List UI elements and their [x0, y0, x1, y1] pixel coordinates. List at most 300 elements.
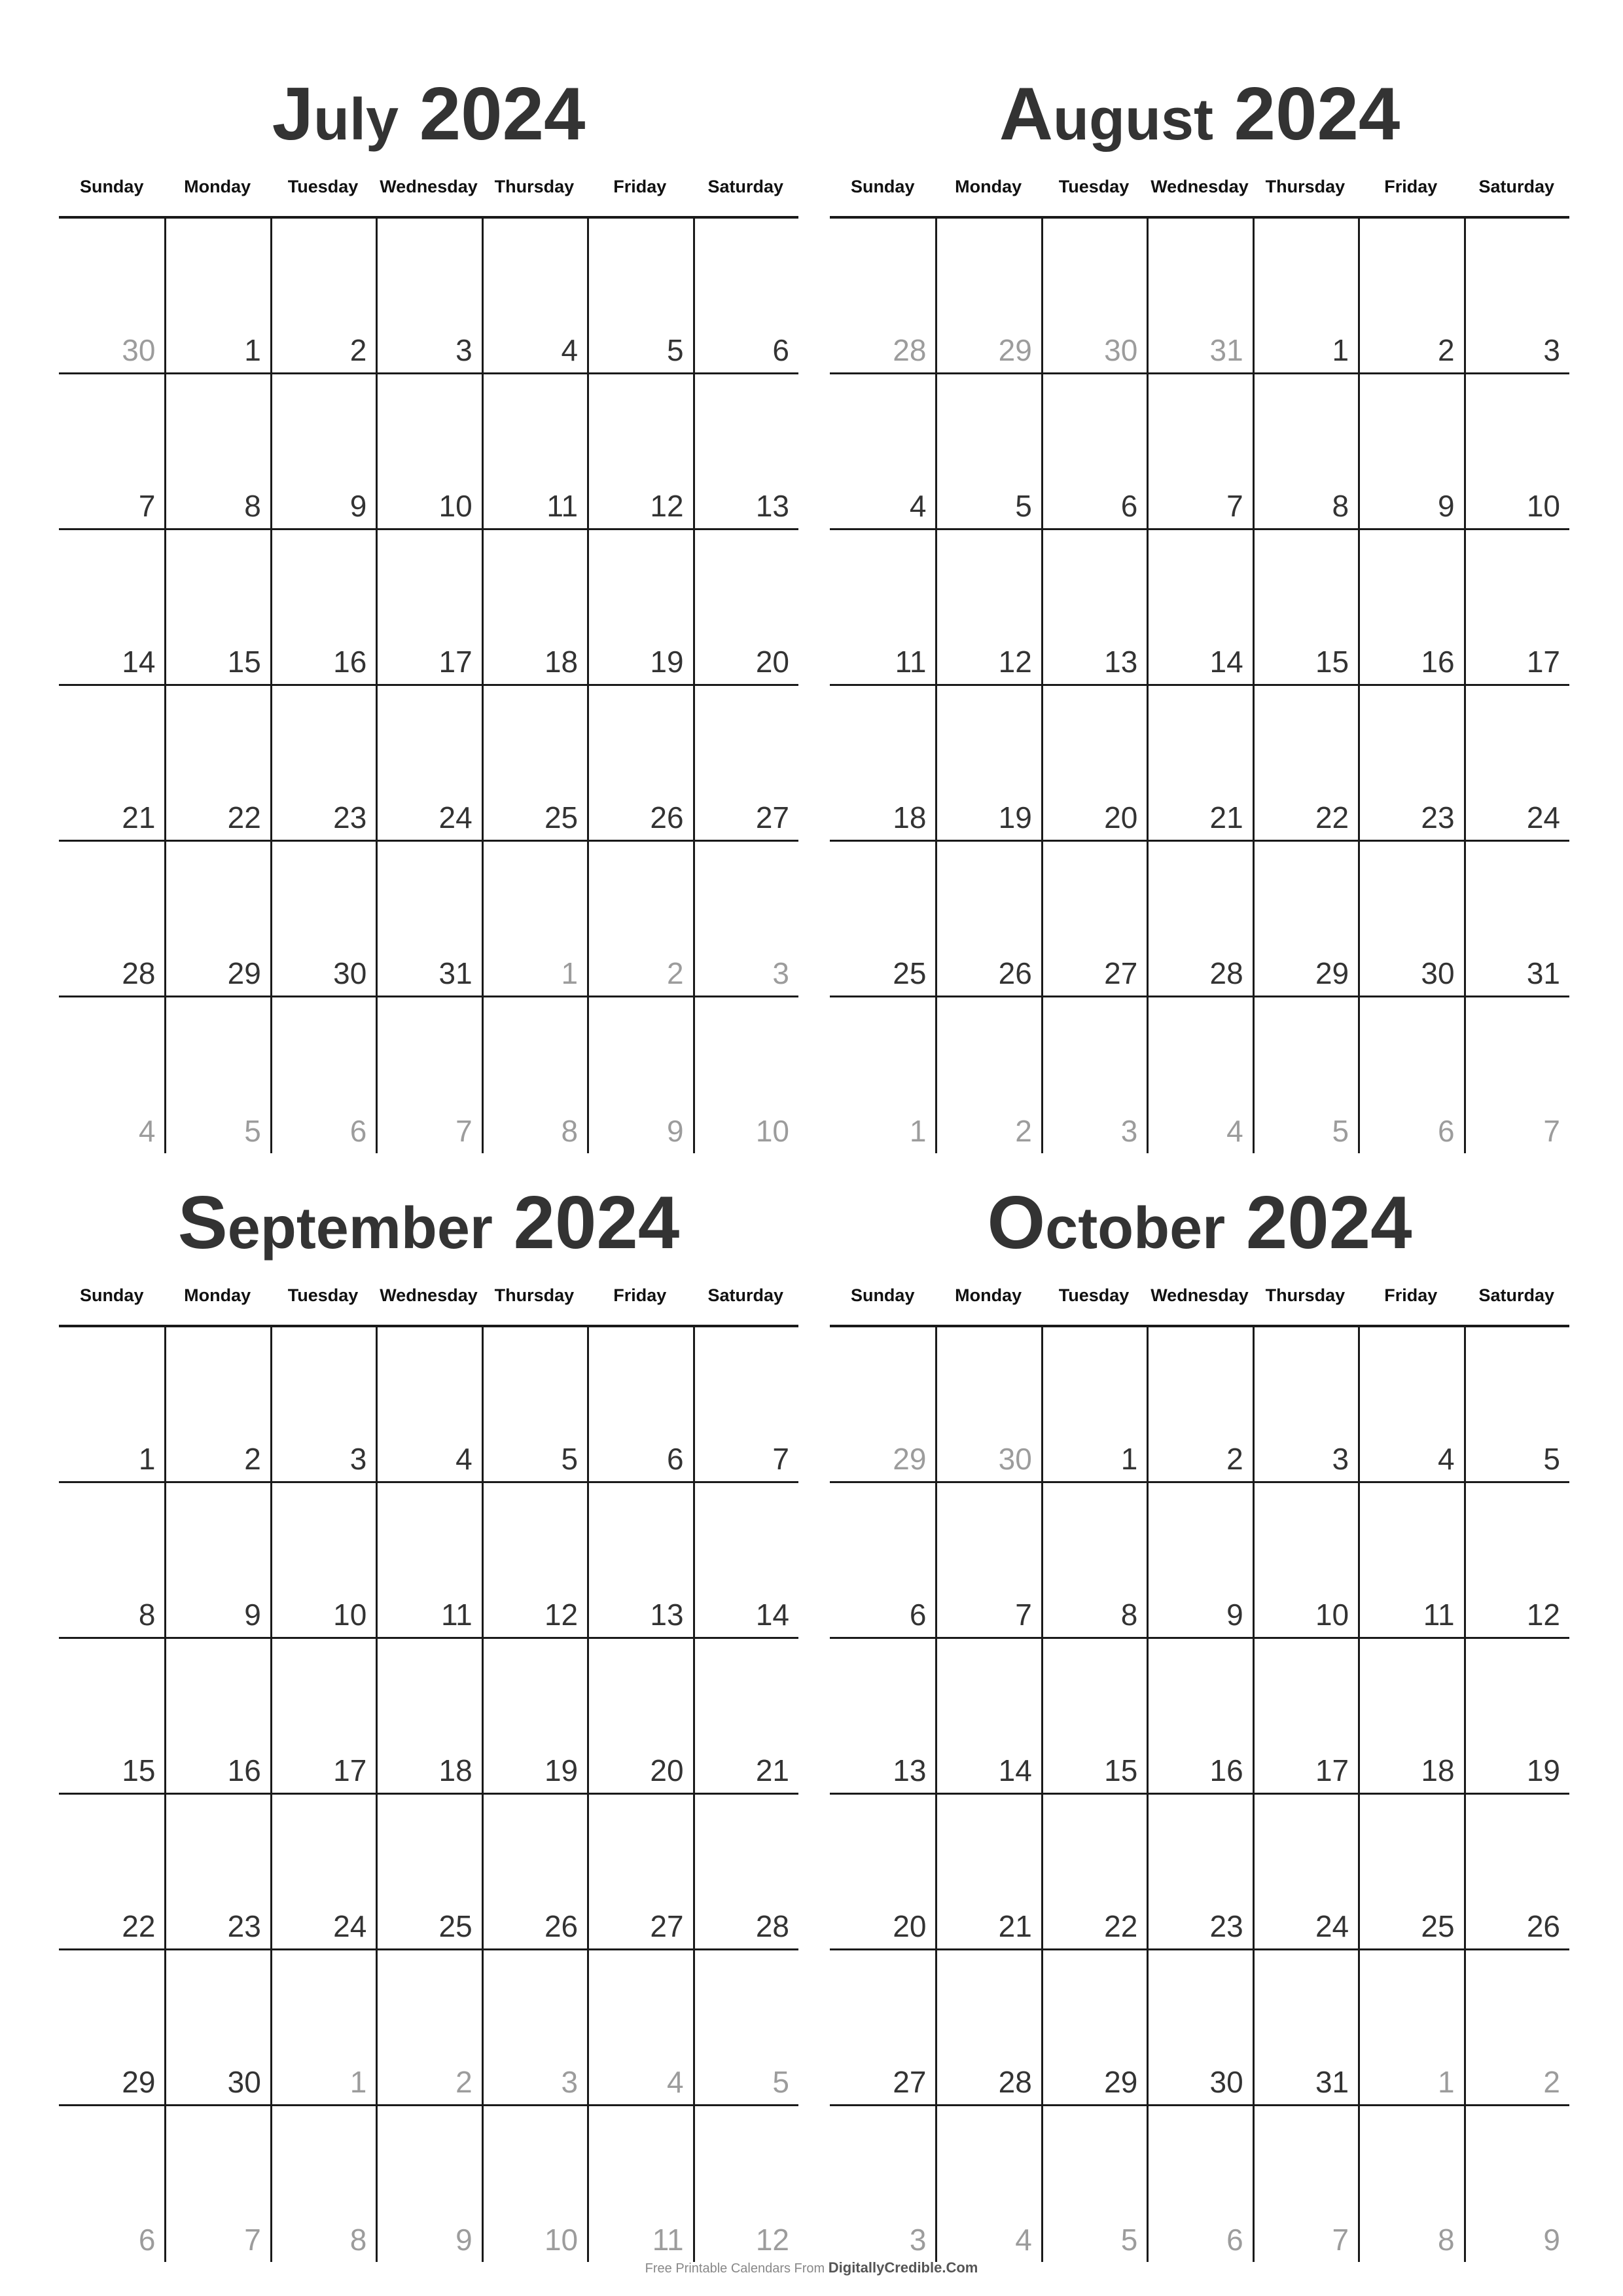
- day-number: 19: [650, 645, 684, 679]
- day-cell: [1041, 1639, 1147, 1795]
- day-cell: [59, 1795, 164, 1950]
- month-title: [830, 65, 1569, 164]
- day-number: 30: [333, 956, 367, 990]
- day-cell-outside-month: [1147, 2106, 1252, 2262]
- day-number: 17: [333, 1753, 367, 1787]
- day-number: 5: [1120, 2223, 1138, 2257]
- day-number: 27: [1104, 956, 1138, 990]
- month-calendar-october: [830, 1174, 1569, 2262]
- day-number: 20: [893, 1909, 927, 1943]
- day-cell: [830, 1483, 935, 1639]
- weekday-header: [830, 164, 1569, 219]
- footer-site-link[interactable]: DigitallyCredible.Com: [828, 2259, 978, 2276]
- day-cell: [164, 1950, 270, 2106]
- day-cell: [270, 1483, 376, 1639]
- weekday-label: Sunday: [850, 177, 915, 196]
- day-cell-outside-month: [693, 842, 798, 997]
- day-cell: [1041, 1950, 1147, 2106]
- day-cell: [164, 1639, 270, 1795]
- day-cell: [830, 1950, 935, 2106]
- day-number: 3: [1543, 333, 1560, 367]
- day-cell-outside-month: [693, 1950, 798, 2106]
- day-cell: [164, 1795, 270, 1950]
- day-cell: [693, 1639, 798, 1795]
- day-cell: [1253, 1795, 1358, 1950]
- day-number: 6: [1226, 2223, 1243, 2257]
- day-cell: [830, 1639, 935, 1795]
- day-number: 6: [1437, 1114, 1455, 1148]
- day-number: 15: [122, 1753, 156, 1787]
- day-cell: [1041, 1483, 1147, 1639]
- month-title: [830, 1174, 1569, 1272]
- month-title: [59, 65, 798, 164]
- day-number: 10: [544, 2223, 579, 2257]
- day-cell: [1041, 686, 1147, 842]
- day-cell: [1464, 842, 1569, 997]
- day-cell-outside-month: [59, 2106, 164, 2262]
- day-cell: [270, 1795, 376, 1950]
- weekday-label: Tuesday: [1058, 177, 1130, 196]
- day-number: 23: [1209, 1909, 1243, 1943]
- day-cell-outside-month: [587, 2106, 692, 2262]
- day-number: 1: [244, 333, 261, 367]
- day-cell: [59, 1483, 164, 1639]
- day-number: 6: [138, 2223, 156, 2257]
- day-cell: [482, 1639, 587, 1795]
- day-number: 12: [544, 1598, 579, 1632]
- day-cell: [1464, 219, 1569, 374]
- day-number: 28: [755, 1909, 789, 1943]
- day-number: 27: [755, 800, 789, 834]
- day-number: 26: [998, 956, 1032, 990]
- day-cell-outside-month: [1041, 997, 1147, 1153]
- day-number: 29: [998, 333, 1032, 367]
- day-cell: [164, 686, 270, 842]
- day-number: 5: [561, 1442, 579, 1476]
- day-number: 2: [1015, 1114, 1032, 1148]
- day-cell: [376, 219, 481, 374]
- day-cell: [830, 530, 935, 686]
- day-cell: [693, 686, 798, 842]
- day-cell: [1358, 374, 1463, 530]
- day-cell: [1464, 1639, 1569, 1795]
- day-number: 31: [1209, 333, 1243, 367]
- day-number: 18: [1421, 1753, 1455, 1787]
- day-number: 9: [455, 2223, 473, 2257]
- weekday-label: Friday: [1384, 177, 1438, 196]
- day-number: 1: [909, 1114, 927, 1148]
- day-cell: [1253, 1483, 1358, 1639]
- day-number: 20: [755, 645, 789, 679]
- day-number: 30: [227, 2065, 261, 2099]
- day-number: 11: [1423, 1598, 1455, 1632]
- day-number: 30: [1209, 2065, 1243, 2099]
- day-cell: [1358, 1327, 1463, 1483]
- day-cell: [270, 219, 376, 374]
- month-calendar-july: [59, 65, 798, 1153]
- day-cell: [59, 1950, 164, 2106]
- day-number: 20: [1104, 800, 1138, 834]
- weekday-label: Sunday: [79, 1285, 144, 1305]
- weekday-label: Monday: [955, 1285, 1022, 1305]
- day-number: 14: [998, 1753, 1032, 1787]
- weekday-label: Monday: [184, 177, 251, 196]
- day-cell-outside-month: [1147, 997, 1252, 1153]
- day-cell-outside-month: [935, 997, 1041, 1153]
- day-cell: [270, 530, 376, 686]
- day-cell-outside-month: [376, 2106, 481, 2262]
- day-number: 23: [227, 1909, 261, 1943]
- day-cell: [830, 1795, 935, 1950]
- weekday-label: Sunday: [79, 177, 144, 196]
- day-number: 21: [998, 1909, 1032, 1943]
- day-number: 12: [998, 645, 1032, 679]
- day-number: 5: [1543, 1442, 1560, 1476]
- day-cell: [1041, 1327, 1147, 1483]
- day-number: 6: [349, 1114, 367, 1148]
- day-cell: [1147, 1950, 1252, 2106]
- day-number: 4: [455, 1442, 473, 1476]
- day-number: 22: [122, 1909, 156, 1943]
- day-cell: [59, 1639, 164, 1795]
- day-number: 8: [244, 489, 261, 523]
- day-cell: [1147, 1483, 1252, 1639]
- day-number: 9: [1543, 2223, 1560, 2257]
- day-number: 25: [438, 1909, 473, 1943]
- day-cell: [376, 1327, 481, 1483]
- day-cell: [1253, 374, 1358, 530]
- month-calendar-august: [830, 65, 1569, 1153]
- weekday-label: Tuesday: [1058, 1285, 1130, 1305]
- day-number: 30: [1104, 333, 1138, 367]
- title-initial: A: [999, 73, 1054, 156]
- day-cell-outside-month: [482, 2106, 587, 2262]
- day-number: 29: [122, 2065, 156, 2099]
- day-number: 17: [1526, 645, 1560, 679]
- day-number: 23: [1421, 800, 1455, 834]
- day-number: 28: [1209, 956, 1243, 990]
- day-cell: [1253, 842, 1358, 997]
- day-number: 2: [666, 956, 684, 990]
- day-cell: [1358, 219, 1463, 374]
- title-rest: uly: [313, 87, 399, 152]
- day-number: 15: [227, 645, 261, 679]
- day-cell: [270, 1327, 376, 1483]
- weekday-header: [59, 1272, 798, 1327]
- day-cell: [482, 530, 587, 686]
- title-year: 2024: [419, 73, 586, 156]
- day-cell: [59, 530, 164, 686]
- day-number: 7: [138, 489, 156, 523]
- day-cell: [1358, 1639, 1463, 1795]
- day-number: 1: [1120, 1442, 1138, 1476]
- title-year: 2024: [1234, 73, 1400, 156]
- day-number: 6: [1120, 489, 1138, 523]
- day-number: 3: [1120, 1114, 1138, 1148]
- day-cell: [376, 374, 481, 530]
- day-cell-outside-month: [482, 842, 587, 997]
- title-rest: ctober: [1045, 1196, 1226, 1261]
- day-number: 13: [1104, 645, 1138, 679]
- day-number: 10: [333, 1598, 367, 1632]
- day-cell-outside-month: [1464, 997, 1569, 1153]
- weekday-label: Tuesday: [287, 177, 359, 196]
- day-cell: [935, 1483, 1041, 1639]
- day-number: 28: [893, 333, 927, 367]
- day-number: 5: [772, 2065, 789, 2099]
- day-number: 7: [1015, 1598, 1032, 1632]
- day-number: 9: [244, 1598, 261, 1632]
- day-number: 15: [1315, 645, 1349, 679]
- day-cell-outside-month: [164, 997, 270, 1153]
- day-grid: [59, 219, 798, 1153]
- day-cell: [270, 374, 376, 530]
- day-number: 1: [349, 2065, 367, 2099]
- day-number: 11: [440, 1598, 473, 1632]
- day-cell: [693, 530, 798, 686]
- day-number: 26: [544, 1909, 579, 1943]
- day-number: 29: [1315, 956, 1349, 990]
- day-cell: [1253, 530, 1358, 686]
- day-cell: [482, 1327, 587, 1483]
- day-number: 8: [349, 2223, 367, 2257]
- day-number: 31: [1315, 2065, 1349, 2099]
- day-number: 26: [650, 800, 684, 834]
- day-number: 1: [561, 956, 579, 990]
- day-number: 9: [349, 489, 367, 523]
- day-number: 3: [455, 333, 473, 367]
- day-cell-outside-month: [1147, 219, 1252, 374]
- day-cell: [1253, 1639, 1358, 1795]
- day-cell: [164, 1327, 270, 1483]
- day-number: 2: [349, 333, 367, 367]
- day-cell: [59, 842, 164, 997]
- title-year: 2024: [1245, 1181, 1412, 1265]
- weekday-header: [830, 1272, 1569, 1327]
- day-number: 4: [909, 489, 927, 523]
- day-cell: [587, 374, 692, 530]
- weekday-label: Saturday: [707, 177, 784, 196]
- day-grid: [59, 1327, 798, 2262]
- day-cell-outside-month: [1253, 997, 1358, 1153]
- day-number: 6: [772, 333, 789, 367]
- day-number: 13: [893, 1753, 927, 1787]
- day-number: 20: [650, 1753, 684, 1787]
- day-number: 30: [122, 333, 156, 367]
- day-number: 12: [755, 2223, 789, 2257]
- title-rest: eptember: [227, 1196, 493, 1261]
- day-number: 18: [544, 645, 579, 679]
- day-cell: [587, 1327, 692, 1483]
- day-cell-outside-month: [164, 2106, 270, 2262]
- day-cell-outside-month: [1041, 2106, 1147, 2262]
- day-number: 3: [561, 2065, 579, 2099]
- day-cell: [376, 1639, 481, 1795]
- day-number: 12: [1526, 1598, 1560, 1632]
- day-cell: [376, 842, 481, 997]
- day-cell: [1147, 1327, 1252, 1483]
- weekday-label: Thursday: [494, 177, 575, 196]
- day-number: 16: [1421, 645, 1455, 679]
- day-cell-outside-month: [1464, 1950, 1569, 2106]
- day-number: 24: [1526, 800, 1560, 834]
- day-number: 25: [893, 956, 927, 990]
- day-cell: [1253, 1327, 1358, 1483]
- day-cell: [587, 686, 692, 842]
- day-cell: [376, 530, 481, 686]
- day-number: 3: [349, 1442, 367, 1476]
- day-number: 14: [122, 645, 156, 679]
- day-number: 22: [227, 800, 261, 834]
- weekday-label: Saturday: [1478, 177, 1555, 196]
- day-cell: [935, 1795, 1041, 1950]
- day-number: 3: [772, 956, 789, 990]
- day-number: 2: [455, 2065, 473, 2099]
- day-number: 18: [893, 800, 927, 834]
- day-number: 27: [650, 1909, 684, 1943]
- day-number: 19: [998, 800, 1032, 834]
- day-number: 2: [1437, 333, 1455, 367]
- day-cell: [482, 1483, 587, 1639]
- day-cell: [482, 219, 587, 374]
- day-cell: [1464, 374, 1569, 530]
- day-cell-outside-month: [376, 1950, 481, 2106]
- day-cell-outside-month: [1358, 997, 1463, 1153]
- day-number: 28: [998, 2065, 1032, 2099]
- day-cell: [587, 219, 692, 374]
- weekday-label: Wednesday: [380, 1285, 478, 1305]
- day-number: 7: [772, 1442, 789, 1476]
- day-cell-outside-month: [830, 997, 935, 1153]
- day-number: 22: [1104, 1909, 1138, 1943]
- day-cell-outside-month: [482, 1950, 587, 2106]
- day-cell: [935, 374, 1041, 530]
- day-number: 21: [1209, 800, 1243, 834]
- day-cell: [830, 374, 935, 530]
- day-number: 5: [244, 1114, 261, 1148]
- day-cell: [935, 842, 1041, 997]
- day-number: 1: [138, 1442, 156, 1476]
- day-cell: [1041, 842, 1147, 997]
- day-cell: [1041, 530, 1147, 686]
- day-cell: [587, 530, 692, 686]
- day-grid: [830, 219, 1569, 1153]
- day-number: 8: [1437, 2223, 1455, 2257]
- weekday-label: Monday: [184, 1285, 251, 1305]
- day-number: 30: [998, 1442, 1032, 1476]
- day-number: 4: [1015, 2223, 1032, 2257]
- day-cell: [270, 842, 376, 997]
- day-cell: [1464, 530, 1569, 686]
- day-number: 9: [1437, 489, 1455, 523]
- day-cell-outside-month: [693, 997, 798, 1153]
- weekday-label: Thursday: [494, 1285, 575, 1305]
- day-cell: [1358, 1483, 1463, 1639]
- day-cell: [164, 374, 270, 530]
- day-cell: [270, 1639, 376, 1795]
- weekday-label: Friday: [613, 1285, 667, 1305]
- day-number: 3: [1332, 1442, 1349, 1476]
- day-number: 8: [561, 1114, 579, 1148]
- day-number: 10: [438, 489, 473, 523]
- footer-credit: [0, 2259, 1623, 2276]
- day-cell: [1464, 686, 1569, 842]
- day-number: 25: [544, 800, 579, 834]
- day-number: 4: [666, 2065, 684, 2099]
- day-cell: [1147, 1639, 1252, 1795]
- day-cell: [1147, 374, 1252, 530]
- day-number: 24: [333, 1909, 367, 1943]
- weekday-label: Thursday: [1265, 177, 1346, 196]
- day-cell: [1147, 1795, 1252, 1950]
- day-number: 29: [893, 1442, 927, 1476]
- day-cell: [164, 1483, 270, 1639]
- day-number: 5: [666, 333, 684, 367]
- weekday-label: Saturday: [1478, 1285, 1555, 1305]
- day-cell: [164, 530, 270, 686]
- day-cell-outside-month: [1358, 2106, 1463, 2262]
- title-year: 2024: [513, 1181, 680, 1265]
- day-cell: [59, 374, 164, 530]
- day-cell: [1358, 842, 1463, 997]
- weekday-header: [59, 164, 798, 219]
- day-cell: [482, 374, 587, 530]
- day-number: 9: [666, 1114, 684, 1148]
- day-cell: [587, 1483, 692, 1639]
- day-number: 25: [1421, 1909, 1455, 1943]
- month-title: [59, 1174, 798, 1272]
- day-cell: [693, 219, 798, 374]
- day-cell-outside-month: [59, 997, 164, 1153]
- day-cell: [1041, 374, 1147, 530]
- footer-prefix: Free Printable Calendars From: [645, 2261, 829, 2276]
- day-number: 14: [1209, 645, 1243, 679]
- day-cell-outside-month: [587, 1950, 692, 2106]
- day-number: 4: [1226, 1114, 1243, 1148]
- day-cell: [587, 1795, 692, 1950]
- day-number: 8: [1120, 1598, 1138, 1632]
- day-number: 2: [244, 1442, 261, 1476]
- day-number: 16: [333, 645, 367, 679]
- day-number: 24: [1315, 1909, 1349, 1943]
- day-number: 3: [909, 2223, 927, 2257]
- day-cell: [1253, 1950, 1358, 2106]
- day-number: 17: [438, 645, 473, 679]
- day-number: 6: [909, 1598, 927, 1632]
- day-number: 21: [755, 1753, 789, 1787]
- day-cell-outside-month: [587, 997, 692, 1153]
- day-cell-outside-month: [482, 997, 587, 1153]
- day-number: 4: [1437, 1442, 1455, 1476]
- day-cell: [164, 842, 270, 997]
- day-cell-outside-month: [830, 2106, 935, 2262]
- weekday-label: Friday: [1384, 1285, 1438, 1305]
- day-cell-outside-month: [270, 2106, 376, 2262]
- day-cell: [1147, 530, 1252, 686]
- day-number: 2: [1226, 1442, 1243, 1476]
- day-number: 24: [438, 800, 473, 834]
- day-cell: [1464, 1327, 1569, 1483]
- day-number: 29: [1104, 2065, 1138, 2099]
- day-cell: [935, 530, 1041, 686]
- day-cell: [1253, 219, 1358, 374]
- day-number: 7: [1332, 2223, 1349, 2257]
- day-number: 10: [755, 1114, 789, 1148]
- day-number: 17: [1315, 1753, 1349, 1787]
- weekday-label: Wednesday: [380, 177, 478, 196]
- day-number: 22: [1315, 800, 1349, 834]
- day-cell-outside-month: [935, 1327, 1041, 1483]
